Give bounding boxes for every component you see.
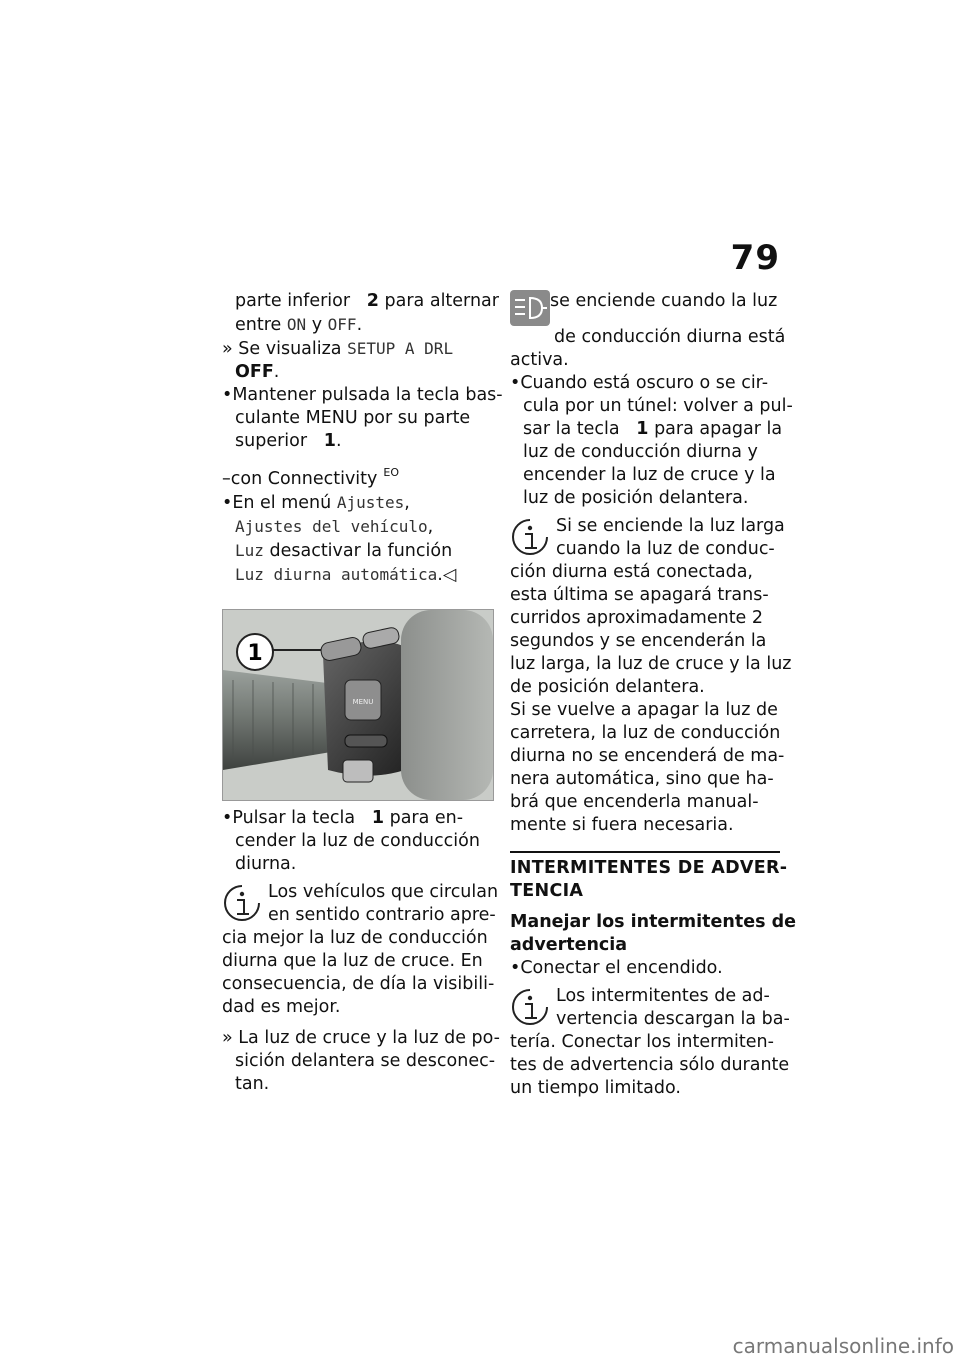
- drl-line: [510, 290, 780, 326]
- display-text: Luz: [235, 541, 264, 560]
- section-heading: TENCIA: [510, 881, 584, 901]
- left-column: [222, 290, 503, 1096]
- page-number: 79: [730, 238, 780, 278]
- section-heading: INTERMITENTES DE ADVER-: [510, 858, 788, 878]
- info-note: [222, 881, 499, 1019]
- result-line: sición delantera se desconec-: [235, 1051, 496, 1071]
- drl-line: de conducción diurna está: [554, 327, 786, 347]
- text: y: [311, 315, 323, 335]
- text: se enciende cuando la luz: [550, 291, 778, 311]
- text: entre: [235, 315, 282, 335]
- text: para en-: [389, 808, 464, 828]
- condition-line: [222, 461, 492, 491]
- info-note: [510, 985, 790, 1100]
- text: En el menú: [232, 493, 332, 513]
- bullet-line: [222, 430, 492, 453]
- key-number: 1: [323, 431, 336, 451]
- text: parte inferior: [235, 291, 351, 311]
- menu-label: MENU: [352, 698, 374, 706]
- info-line: consecuencia, de día la visibili-: [222, 974, 495, 994]
- text: con Connectivity: [230, 469, 378, 489]
- info-note: [510, 515, 792, 837]
- superscript: EO: [383, 466, 399, 479]
- result-marker: »: [222, 1028, 233, 1048]
- info-line: un tiempo limitado.: [510, 1078, 681, 1098]
- section-rule: [510, 851, 780, 853]
- result-line: [222, 361, 492, 384]
- info-line: ción diurna está conectada,: [510, 562, 753, 582]
- display-text: ON: [286, 315, 307, 334]
- info-line: brá que encenderla manual-: [510, 792, 759, 812]
- paragraph-line: [222, 313, 492, 337]
- bullet-line: diurna.: [235, 854, 297, 874]
- display-text: OFF: [327, 315, 357, 334]
- info-line: cia mejor la luz de conducción: [222, 928, 488, 948]
- bullet-icon: •: [510, 373, 521, 393]
- text: Conectar el encendido.: [520, 958, 723, 978]
- info-line: nera automática, sino que ha-: [510, 769, 774, 789]
- text: Se visualiza: [238, 339, 342, 359]
- text: Cuando está oscuro o se cir-: [520, 373, 769, 393]
- info-line: tería. Conectar los intermiten-: [510, 1032, 774, 1052]
- text: Pulsar la tecla: [232, 808, 356, 828]
- display-text: SETUP A DRL: [347, 339, 454, 358]
- info-line: vertencia descargan la ba-: [556, 1009, 790, 1029]
- info-icon: [222, 883, 262, 923]
- end-mark: ◁: [442, 565, 457, 585]
- bullet-icon: •: [222, 385, 233, 405]
- info-line: tes de advertencia sólo durante: [510, 1055, 790, 1075]
- bullet-line: culante MENU por su parte: [235, 408, 471, 428]
- right-column: [510, 290, 796, 1100]
- bullet-line: luz de posición delantera.: [523, 488, 749, 508]
- key-number: 2: [366, 291, 379, 311]
- bullet-line: cula por un túnel: volver a pul-: [523, 396, 793, 416]
- handlebar-switch-illustration: [223, 610, 493, 800]
- text: La luz de cruce y la luz de po-: [238, 1028, 500, 1048]
- subsection-heading: advertencia: [510, 935, 628, 955]
- bullet-line: [510, 957, 780, 980]
- bullet-icon: •: [510, 958, 521, 978]
- display-text: Luz diurna automática: [235, 565, 438, 584]
- dash-icon: –: [222, 469, 231, 489]
- bold-text: OFF: [235, 362, 274, 382]
- callout-number: 1: [247, 641, 263, 666]
- text: superior: [235, 431, 308, 451]
- info-line: Si se vuelve a apagar la luz de: [510, 700, 778, 720]
- info-line: diurna no se encenderá de ma-: [510, 746, 785, 766]
- info-line: cuando la luz de conduc-: [556, 539, 775, 559]
- bullet-line: [222, 384, 503, 407]
- result-marker: »: [222, 339, 233, 359]
- paragraph-line: [222, 290, 499, 313]
- bullet-line: encender la luz de cruce y la: [523, 465, 776, 485]
- result-line: [222, 337, 492, 361]
- handlebar-switch-photo: [222, 609, 494, 801]
- info-line: Los vehículos que circulan: [268, 882, 499, 902]
- info-line: curridos aproximadamente 2: [510, 608, 764, 628]
- info-line: dad es mejor.: [222, 997, 341, 1017]
- info-line: carretera, la luz de conducción: [510, 723, 781, 743]
- display-text: Ajustes: [336, 493, 405, 512]
- info-icon: [510, 517, 550, 557]
- result-line: tan.: [235, 1074, 270, 1094]
- text: .: [335, 431, 342, 451]
- bullet-line: •En el menú Ajustes,: [222, 493, 410, 513]
- text: .: [356, 315, 363, 335]
- bullet-line: [222, 807, 492, 830]
- bullet-icon: •: [222, 808, 233, 828]
- key-number: 1: [636, 419, 649, 439]
- bullet-line: cender la luz de conducción: [235, 831, 480, 851]
- text: para alternar: [384, 291, 499, 311]
- drl-line: activa.: [510, 350, 569, 370]
- info-line: Los intermitentes de ad-: [556, 986, 770, 1006]
- display-text: Ajustes del vehículo: [235, 517, 428, 536]
- text: desactivar la función: [269, 541, 453, 561]
- info-line: esta última se apagará trans-: [510, 585, 769, 605]
- info-icon: [510, 987, 550, 1027]
- info-line: Si se enciende la luz larga: [556, 516, 785, 536]
- watermark: carmanualsonline.info: [732, 1334, 954, 1358]
- info-line: mente si fuera necesaria.: [510, 815, 734, 835]
- bullet-line: [510, 418, 783, 441]
- result-line: [222, 1027, 500, 1050]
- text: para apagar la: [654, 419, 783, 439]
- subsection-heading: Manejar los intermitentes de: [510, 912, 796, 932]
- text: .: [273, 362, 280, 382]
- info-line: de posición delantera.: [510, 677, 705, 697]
- bullet-icon: •: [222, 493, 233, 513]
- info-line: segundos y se encenderán la: [510, 631, 767, 651]
- key-number: 1: [371, 808, 385, 828]
- bullet-line: [510, 372, 780, 395]
- info-line: en sentido contrario apre-: [268, 905, 496, 925]
- info-line: diurna que la luz de cruce. En: [222, 951, 483, 971]
- bullet-line: Ajustes del vehículo,: [235, 517, 434, 537]
- info-line: luz larga, la luz de cruce y la luz: [510, 654, 792, 674]
- bullet-line: [222, 539, 492, 563]
- text: sar la tecla: [523, 419, 620, 439]
- bullet-line: Luz diurna automática.◁: [235, 565, 457, 585]
- daytime-running-light-icon: [510, 290, 550, 326]
- text: Mantener pulsada la tecla bas-: [232, 385, 503, 405]
- bullet-line: luz de conducción diurna y: [523, 442, 758, 462]
